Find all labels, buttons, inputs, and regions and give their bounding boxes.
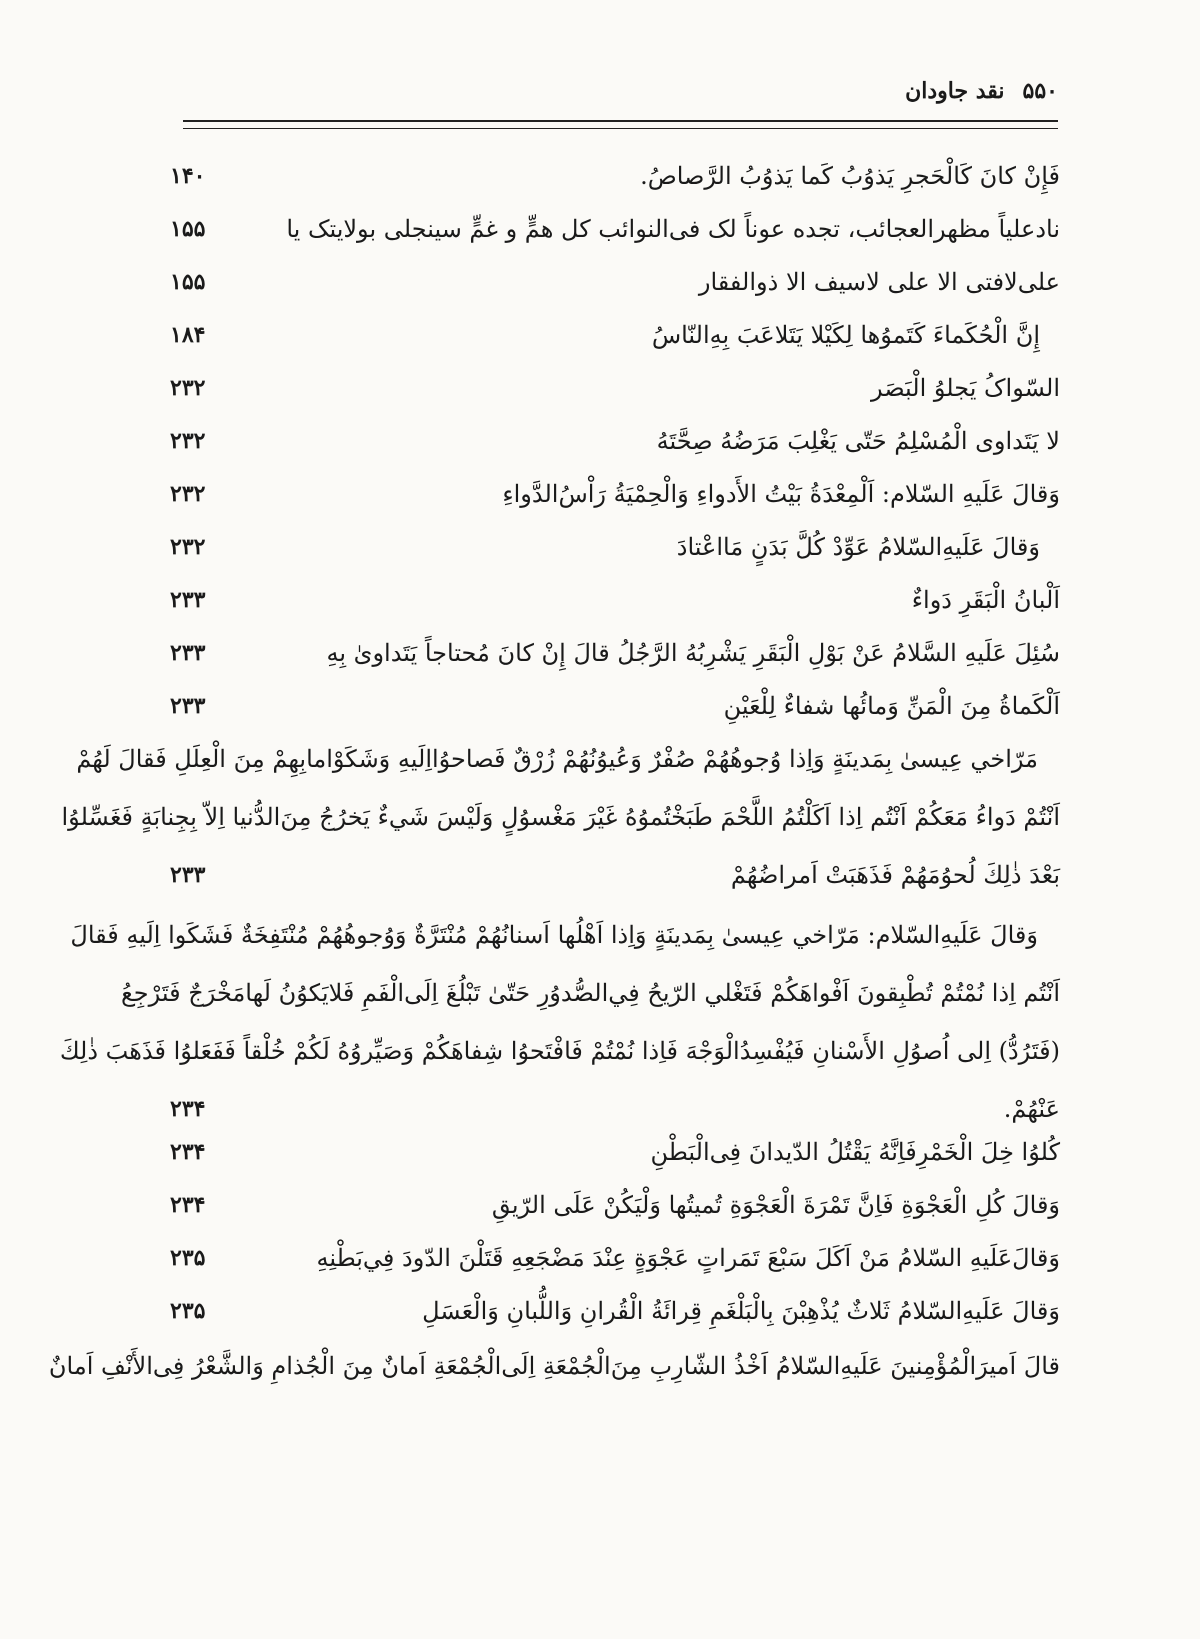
index-entry xyxy=(170,1283,1060,1339)
paragraph-line: (فَتَرُدُّ) اِلى اُصوُلِ الأَسْنانِ فَيُفْسِدُالْوَجْهَ فَاِذا نُمْتُمْ فَافْتَحوُا شِفاهَكُمْ وَصَيِّروُهُ لَكُمْ خُلْقاً فَفَعَلوُا فَذَهَبَ ذٰلِكَ xyxy=(59,1037,1060,1065)
index-entry xyxy=(170,625,1060,681)
header-rule-thick xyxy=(183,120,1058,122)
book-title: نقد جاودان xyxy=(905,78,1005,104)
entry-text: كُلوُا خِلَ الْخَمْرِفَاِنَّهُ يَقْتُلُ الدّيدانَ فِى‌الْبَطْنِ xyxy=(650,1138,1060,1166)
index-entry xyxy=(170,254,1060,310)
entry-page-number: ۲۳۳ xyxy=(170,693,206,719)
entry-text: نادعلیاً مظهرالعجائب، تجده عوناً لک فی‌النوائب کل همٍّ و غمٍّ سینجلی بولایتک یا xyxy=(286,215,1060,243)
entry-page-number: ۲۳۲ xyxy=(170,375,206,401)
entry-page-number: ۲۳۴ xyxy=(170,1096,206,1122)
entry-page-number: ۲۳۳ xyxy=(170,640,206,666)
entry-text: وَقالَ‌عَلَيهِ السّلامُ مَنْ اَكَلَ سَبْعَ تَمَراتٍ عَجْوَةٍ عِنْدَ مَضْجَعِهِ قَتَلْنَ الدّودَ فِي‌بَطْنِهِ xyxy=(316,1244,1060,1272)
index-entry xyxy=(170,678,1060,734)
paragraph-entry xyxy=(59,906,1060,1138)
index-entry xyxy=(170,307,1060,363)
index-entry xyxy=(170,1230,1060,1286)
page-number: ۵۵۰ xyxy=(1022,78,1058,104)
index-entry xyxy=(170,201,1060,257)
entry-page-number: ۲۳۳ xyxy=(170,587,206,613)
page-header xyxy=(905,78,1058,104)
entry-text: اَلْبانُ الْبَقَرِ دَواءٌ xyxy=(911,586,1060,614)
paragraph-line: اَنْتُم اِذا نُمْتُمْ تُطْبِقونَ اَفْواهَكُمْ فَتَغْلي الرّيحُ فِي‌الصُّدوُرِ حَتّىٰ تَبْلُغَ اِلَى‌الْفَمِ فَلايَكوُنُ لَهامَخْرَجٌ فَتَرْجِعُ xyxy=(121,979,1060,1007)
entry-page-number: ۱۵۵ xyxy=(170,216,206,242)
entry-page-number: ۲۳۵ xyxy=(170,1245,206,1271)
index-entry xyxy=(170,1124,1060,1180)
paragraph-line: عَنْهُمْ. xyxy=(1003,1095,1060,1123)
paragraph-entry xyxy=(61,730,1060,904)
entry-page-number: ۲۳۴ xyxy=(170,1139,206,1165)
entry-text: علی‌لافتی الا علی لاسیف الا ذوالفقار xyxy=(698,268,1060,296)
paragraph-last-row xyxy=(170,846,1060,904)
entry-page-number: ۲۳۲ xyxy=(170,534,206,560)
entry-text: سُئِلَ عَلَيهِ السَّلامُ عَنْ بَوْلِ الْبَقَرِ يَشْرِبُهُ الرَّجُلُ قالَ إِنْ كانَ مُحتاجاً يَتَداوىٰ بِهِ xyxy=(326,639,1060,667)
entry-page-number: ۲۳۴ xyxy=(170,1192,206,1218)
closing-line: قالَ اَميرَالْمُؤْمِنينَ عَلَيهِ‌السّلامُ اَخْذُ الشّارِبِ مِنَ‌الْجُمْعَةِ اِلَى‌الْجُمْعَةِ اَمانٌ مِنَ الْجُذامِ وَالشَّعْرُ فِى‌الأَنْفِ اَمانٌ xyxy=(48,1352,1060,1380)
entry-page-number: ۲۳۳ xyxy=(170,862,206,888)
index-entry xyxy=(170,148,1060,204)
index-entry xyxy=(170,466,1060,522)
entry-text: لا يَتَداوى الْمُسْلِمُ حَتّى يَغْلِبَ مَرَضُهُ صِحَّتَهُ xyxy=(656,427,1060,455)
entry-page-number: ۱۸۴ xyxy=(170,322,206,348)
entry-text: وَقالَ عَلَيهِ‌السّلامُ عَوِّدْ كُلَّ بَدَنٍ مَااعْتادَ xyxy=(676,533,1040,561)
index-entry xyxy=(170,1177,1060,1233)
paragraph-line: اَنْتُمْ دَواءُ مَعَكُمْ اَنْتُم اِذا اَكَلْتُمُ اللَّحْمَ طَبَخْتُموُهُ غَيْرَ مَغْسوُلٍ وَلَيْسَ شَيءٌ يَخرُجُ مِنَ‌الدُّنيا اِلاّ بِجِنابَةٍ فَغَسِّلوُا xyxy=(61,803,1060,831)
paragraph-line: بَعْدَ ذٰلِكَ لُحوُمَهُمْ فَذَهَبَتْ اَمراضُهُمْ xyxy=(730,861,1060,889)
index-entry xyxy=(170,413,1060,469)
entry-page-number: ۲۳۲ xyxy=(170,481,206,507)
index-entry xyxy=(170,572,1060,628)
entry-text: فَإِنْ كانَ كَالْحَجرِ يَذوُبُ كَما يَذوُبُ الرَّصاصُ. xyxy=(640,162,1060,190)
header-rule-thin xyxy=(183,128,1058,129)
entry-page-number: ۲۳۲ xyxy=(170,428,206,454)
entry-text: وَقالَ عَلَيهِ‌السّلامُ ثَلاثٌ يُذْهِبْنَ بِالْبَلْغَمِ قِرائَةُ الْقُرانِ وَاللُّبانِ وَالْعَسَلِ xyxy=(422,1297,1060,1325)
entry-page-number: ۱۵۵ xyxy=(170,269,206,295)
entry-text: وَقالَ عَلَيهِ السّلام: اَلْمِعْدَةُ بَيْتُ الأَدواءِ وَالْحِمْيَةُ رَاْسُ‌الدَّواءِ xyxy=(502,480,1060,508)
entry-page-number: ۱۴۰ xyxy=(170,163,206,189)
index-entry xyxy=(170,519,1060,575)
entry-text: إِنَّ الْحُكَماءَ كَتَموُها لِكَيْلا يَتَلاعَبَ بِهِ‌النّاسُ xyxy=(651,321,1040,349)
entry-text: وَقالَ كُلِ الْعَجْوَةِ فَاِنَّ تَمْرَةَ الْعَجْوَةِ تُميتُها وَلْيَكُنْ عَلَى الرّيقِ xyxy=(491,1191,1060,1219)
entry-page-number: ۲۳۵ xyxy=(170,1298,206,1324)
entry-text: اَلْكَماةُ مِنَ الْمَنِّ وَمائُها شفاءٌ لِلْعَيْنِ xyxy=(723,692,1060,720)
paragraph-line: وَقالَ عَلَيهِ‌السّلام: مَرّاخي عِيسىٰ بِمَدينَةٍ وَاِذا اَهْلُها اَسنانُهُمْ مُنْتَرَّةٌ وَوُجوهُهُمْ مُنْتَفِخَةٌ فَشَكَوا اِلَيهِ فَقالَ xyxy=(70,921,1038,949)
entry-text: السّواکُ يَجلوُ الْبَصَر xyxy=(871,374,1060,402)
index-entry xyxy=(170,360,1060,416)
paragraph-line: مَرّاخي عِيسىٰ بِمَدينَةٍ وَاِذا وُجوهُهُمْ صُفْرٌ وَعُيوُنُهُمْ زُرْقٌ فَصاحوُااِلَيهِ وَشَكَوْامابِهِمْ مِنَ الْعِلَلِ فَقالَ لَهُمْ xyxy=(76,745,1038,773)
